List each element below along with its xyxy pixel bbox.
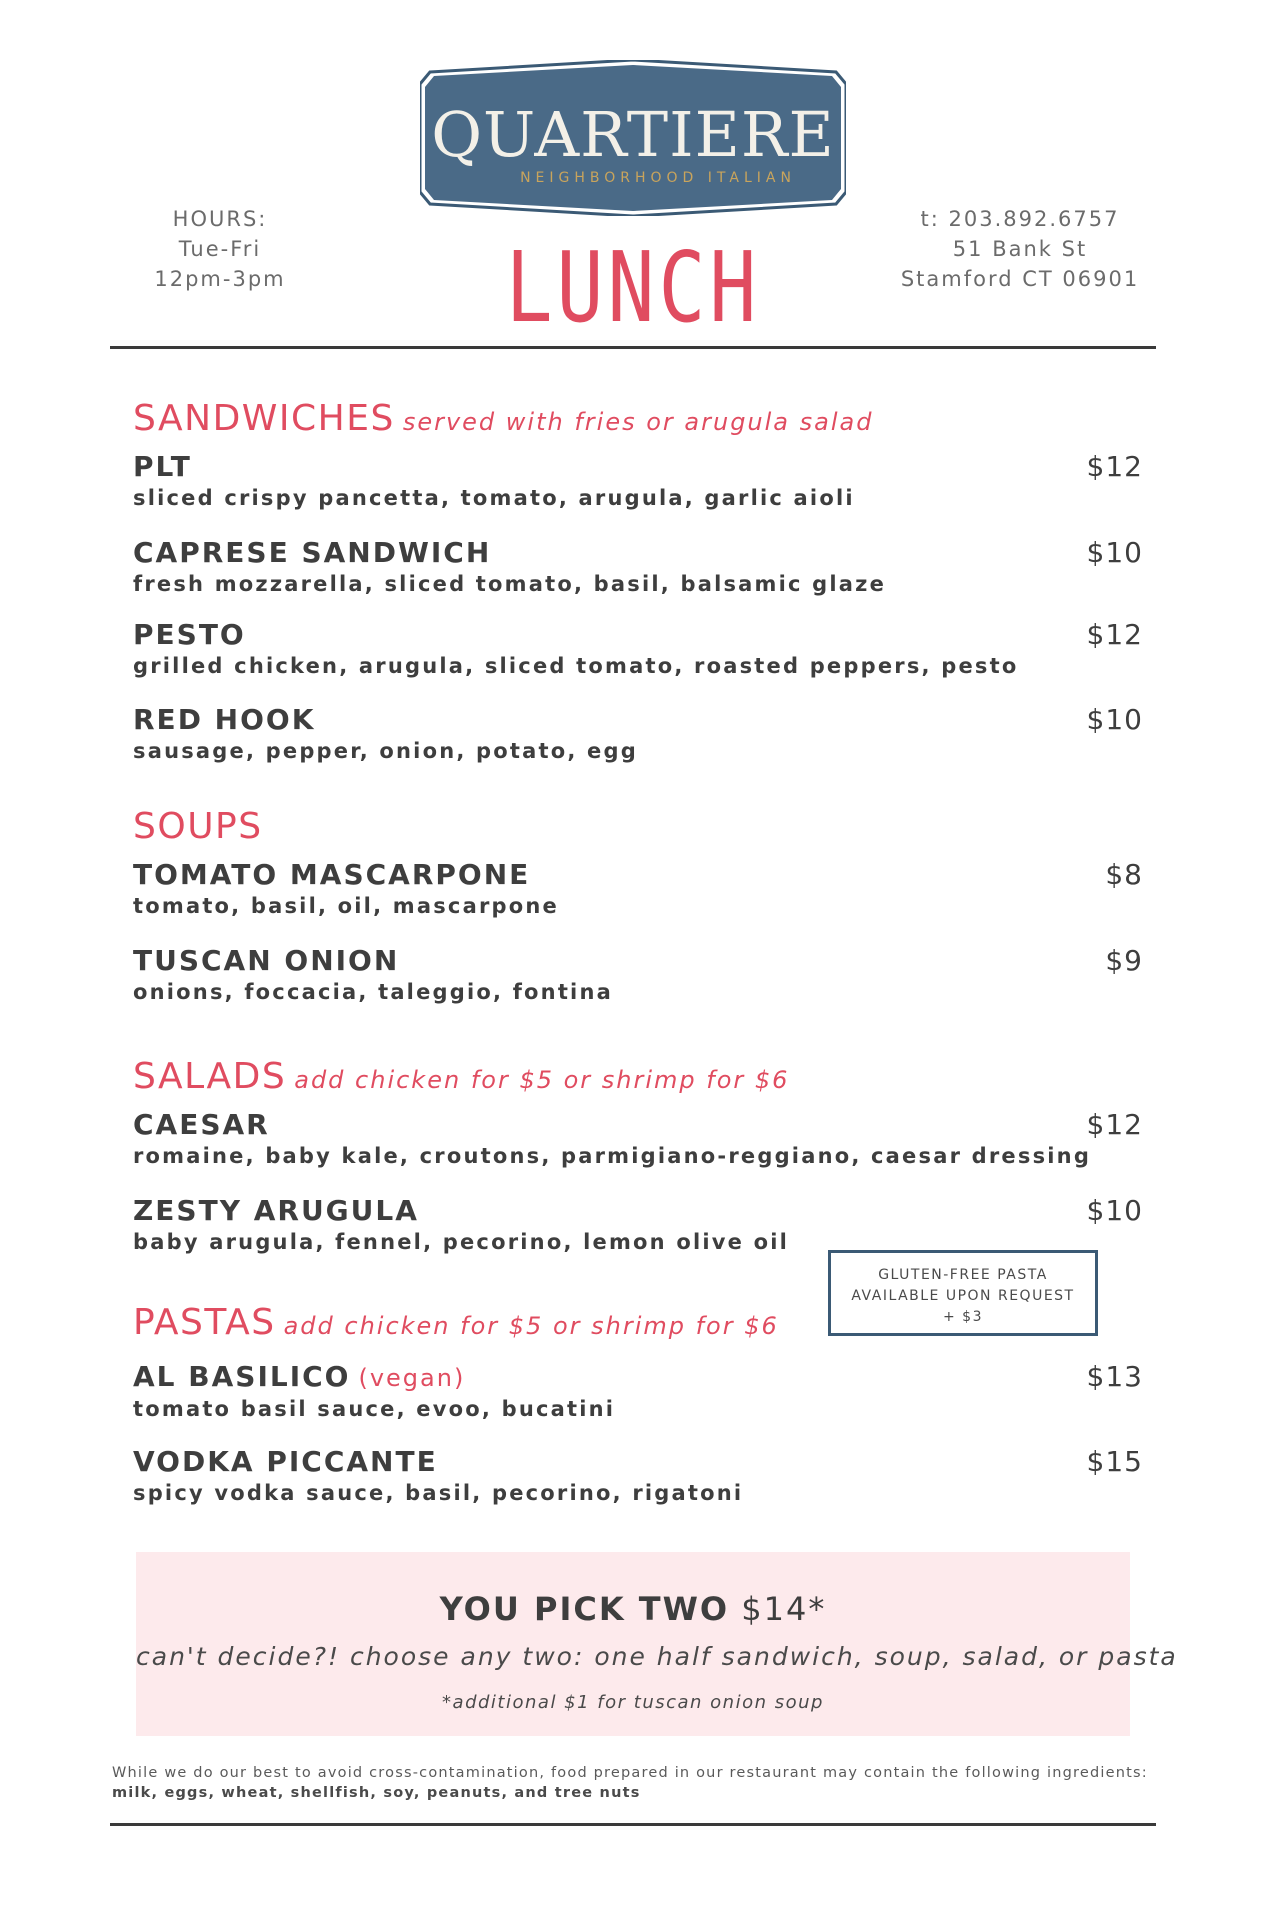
menu-item xyxy=(133,944,1143,1006)
hours-block xyxy=(120,204,320,294)
section-title: PASTAS xyxy=(133,1302,276,1343)
item-name: ZESTY ARUGULA xyxy=(133,1194,419,1227)
section-title: SANDWICHES xyxy=(133,398,395,439)
pick-two-promo xyxy=(136,1552,1178,1736)
item-price: $8 xyxy=(1105,858,1143,891)
hours-time: 12pm-3pm xyxy=(154,267,286,291)
section-title: SOUPS xyxy=(133,806,263,847)
item-name: VODKA PICCANTE xyxy=(133,1445,438,1478)
item-description: romaine, baby kale, croutons, parmigiano-reggiano, caesar dressing xyxy=(133,1144,1092,1168)
quartiere-logo xyxy=(420,60,846,216)
contact-phone[interactable]: t: 203.892.6757 xyxy=(920,207,1120,231)
item-description: spicy vodka sauce, basil, pecorino, rigatoni xyxy=(133,1481,744,1505)
contact-street: 51 Bank St xyxy=(952,237,1088,261)
pick-two-subtitle: can't decide?! choose any two: one half sandwich, soup, salad, or pasta xyxy=(136,1642,1178,1671)
hours-days: Tue-Fri xyxy=(178,237,262,261)
top-divider xyxy=(110,346,1156,349)
section-salads-header xyxy=(133,1056,789,1097)
section-pastas-header xyxy=(133,1302,779,1343)
item-price: $9 xyxy=(1105,944,1143,977)
section-sandwiches-header xyxy=(133,398,873,439)
hours-label: HOURS: xyxy=(172,207,268,231)
menu-item xyxy=(133,1445,1143,1507)
item-price: $15 xyxy=(1086,1445,1143,1478)
item-description: onions, foccacia, taleggio, fontina xyxy=(133,980,613,1004)
item-price: $13 xyxy=(1086,1360,1143,1393)
item-description: tomato basil sauce, evoo, bucatini xyxy=(133,1397,616,1421)
section-soups-header xyxy=(133,806,263,847)
menu-item xyxy=(133,536,1143,598)
contact-block xyxy=(880,204,1160,294)
section-note: add chicken for $5 or shrimp for $6 xyxy=(294,1066,790,1094)
item-price: $12 xyxy=(1086,618,1143,651)
contact-city: Stamford CT 06901 xyxy=(900,267,1140,291)
item-description: sliced crispy pancetta, tomato, arugula, garlic aioli xyxy=(133,486,855,510)
item-name: TUSCAN ONION xyxy=(133,944,400,977)
section-note: served with fries or arugula salad xyxy=(402,408,874,436)
menu-item xyxy=(133,703,1143,765)
item-price: $10 xyxy=(1086,1194,1143,1227)
gluten-free-line: AVAILABLE UPON REQUEST xyxy=(851,1288,1075,1304)
pick-two-footnote: *additional $1 for tuscan onion soup xyxy=(442,1692,824,1713)
allergen-notice xyxy=(112,1763,1152,1803)
menu-item xyxy=(133,1194,1143,1256)
item-name: RED HOOK xyxy=(133,703,316,736)
item-name: CAESAR xyxy=(133,1108,270,1141)
item-description: baby arugula, fennel, pecorino, lemon olive oil xyxy=(133,1230,790,1254)
menu-title: LUNCH xyxy=(505,232,761,345)
section-note: add chicken for $5 or shrimp for $6 xyxy=(283,1312,779,1340)
item-description: fresh mozzarella, sliced tomato, basil, balsamic glaze xyxy=(133,572,887,596)
allergen-list: milk, eggs, wheat, shellfish, soy, peanuts, and tree nuts xyxy=(112,1785,641,1801)
vegan-tag: (vegan) xyxy=(358,1364,466,1392)
item-name: TOMATO MASCARPONE xyxy=(133,858,531,891)
brand-text: QUARTIERE xyxy=(431,98,835,171)
item-name: PESTO xyxy=(133,618,246,651)
item-price: $10 xyxy=(1086,703,1143,736)
item-name: PLT xyxy=(133,450,192,483)
gluten-free-notice xyxy=(828,1250,1098,1336)
item-price: $12 xyxy=(1086,450,1143,483)
item-price: $10 xyxy=(1086,536,1143,569)
item-description: tomato, basil, oil, mascarpone xyxy=(133,894,559,918)
item-description: sausage, pepper, onion, potato, egg xyxy=(133,739,638,763)
item-price: $12 xyxy=(1086,1108,1143,1141)
menu-item xyxy=(133,858,1143,920)
menu-item xyxy=(133,618,1143,680)
pick-two-label: YOU PICK TWO xyxy=(439,1590,730,1628)
item-name xyxy=(133,1360,1143,1395)
item-description: grilled chicken, arugula, sliced tomato, roasted peppers, pesto xyxy=(133,654,1019,678)
menu-item xyxy=(133,450,1143,512)
item-name: CAPRESE SANDWICH xyxy=(133,536,492,569)
pick-two-price: $14* xyxy=(741,1590,827,1628)
bottom-divider xyxy=(110,1823,1156,1826)
section-title: SALADS xyxy=(133,1056,287,1097)
pick-two-title xyxy=(136,1590,1130,1628)
gluten-free-price: + $3 xyxy=(943,1309,983,1325)
item-name-text: AL BASILICO xyxy=(133,1360,351,1393)
menu-item xyxy=(133,1108,1143,1170)
allergen-text: While we do our best to avoid cross-contamination, food prepared in our restaurant may contain the following ingredients: xyxy=(112,1765,1148,1781)
gluten-free-line: GLUTEN-FREE PASTA xyxy=(878,1267,1048,1283)
tagline-text: NEIGHBORHOOD ITALIAN xyxy=(520,170,796,186)
menu-item xyxy=(133,1360,1143,1423)
